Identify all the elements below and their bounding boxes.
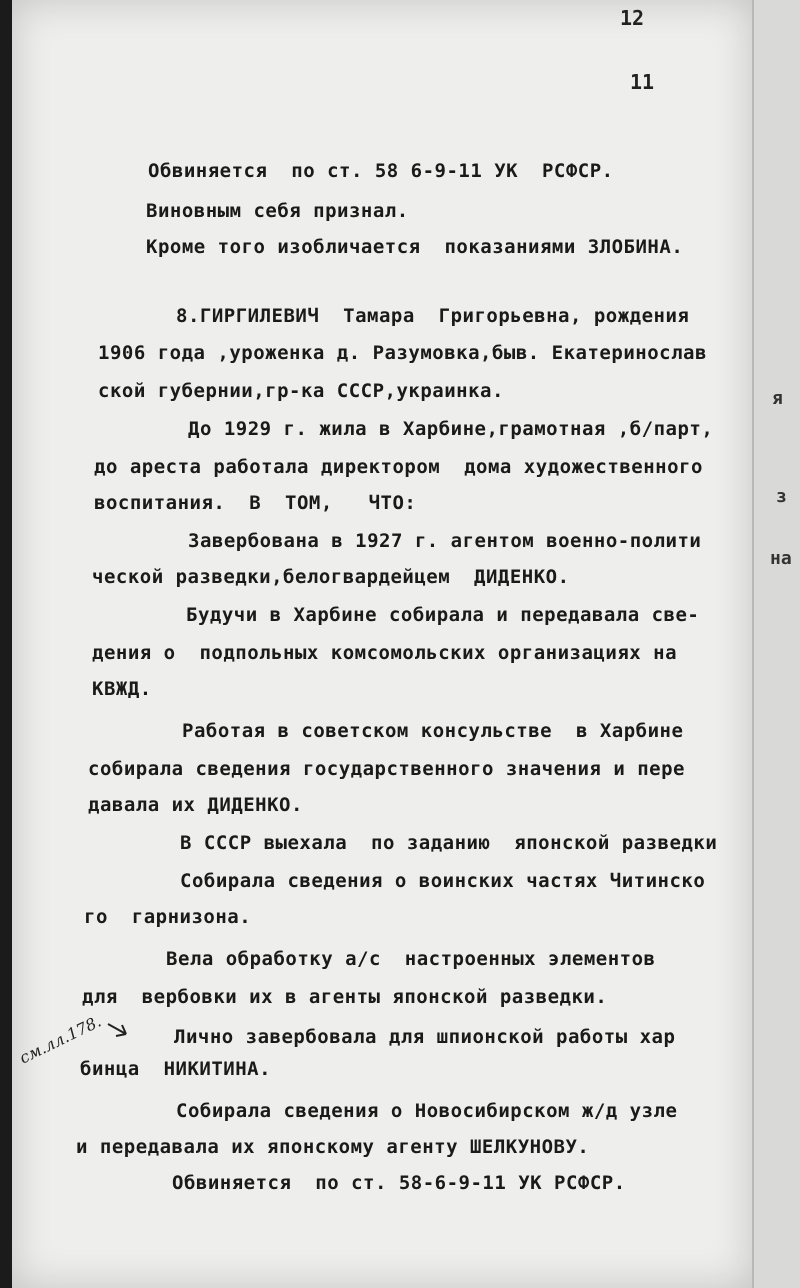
text-line: Вела обработку а/с настроенных элементов (166, 948, 656, 970)
text-line: до ареста работала директором дома художественного (94, 456, 703, 478)
text-line: Завербована в 1927 г. агентом военно-полити (188, 530, 702, 552)
text-line: воспитания. В ТОМ, ЧТО: (94, 492, 417, 514)
adjacent-page-edge (752, 0, 800, 1288)
margin-annotation: см.лл.178. (16, 1011, 105, 1068)
edge-mark: я (772, 388, 783, 409)
text-line: го гарнизона. (84, 906, 252, 928)
text-line: дения о подпольных комсомольских организациях на (92, 642, 678, 664)
text-line: Обвиняется по ст. 58-6-9-11 УК РСФСР. (172, 1172, 626, 1194)
text-line: Работая в советском консульстве в Харбине (182, 720, 684, 742)
document-page (12, 0, 752, 1288)
text-line: Собирала сведения о воинских частях Читинско (180, 870, 706, 892)
text-line: В СССР выехала по заданию японской разведки (180, 832, 718, 854)
text-line: Обвиняется по ст. 58 6-9-11 УК РСФСР. (148, 160, 614, 182)
text-line: собирала сведения государственного значения и пере (88, 758, 685, 780)
text-line: Собирала сведения о Новосибирском ж/д узле (176, 1100, 678, 1122)
text-line: 8.ГИРГИЛЕВИЧ Тамара Григорьевна, рождения (176, 305, 690, 327)
edge-mark: з (776, 486, 787, 507)
text-line: Кроме того изобличается показаниями ЗЛОБИНА. (146, 236, 684, 258)
page-number-top: 12 (620, 6, 645, 30)
text-line: 1906 года ,уроженка д. Разумовка,быв. Екатеринослав (98, 342, 707, 364)
text-line: для вербовки их в агенты японской разведки. (82, 986, 608, 1008)
edge-mark: на (770, 548, 792, 569)
text-line: КВЖД. (92, 678, 152, 700)
text-line: Виновным себя признал. (146, 200, 409, 222)
text-line: и передавала их японскому агенту ШЕЛКУНОВУ. (76, 1136, 590, 1158)
text-line: давала их ДИДЕНКО. (88, 794, 303, 816)
arrow-icon (106, 1020, 132, 1042)
text-line: бинца НИКИТИНА. (80, 1058, 272, 1080)
text-line: Будучи в Харбине собирала и передавала све- (186, 604, 700, 626)
page-number-second: 11 (630, 70, 655, 94)
text-line: Лично завербовала для шпионской работы хар (174, 1026, 676, 1048)
text-line: ской губернии,гр-ка СССР,украинка. (98, 380, 504, 402)
text-line: До 1929 г. жила в Харбине,грамотная ,б/парт, (188, 418, 714, 440)
text-line: ческой разведки,белогвардейцем ДИДЕНКО. (92, 566, 570, 588)
